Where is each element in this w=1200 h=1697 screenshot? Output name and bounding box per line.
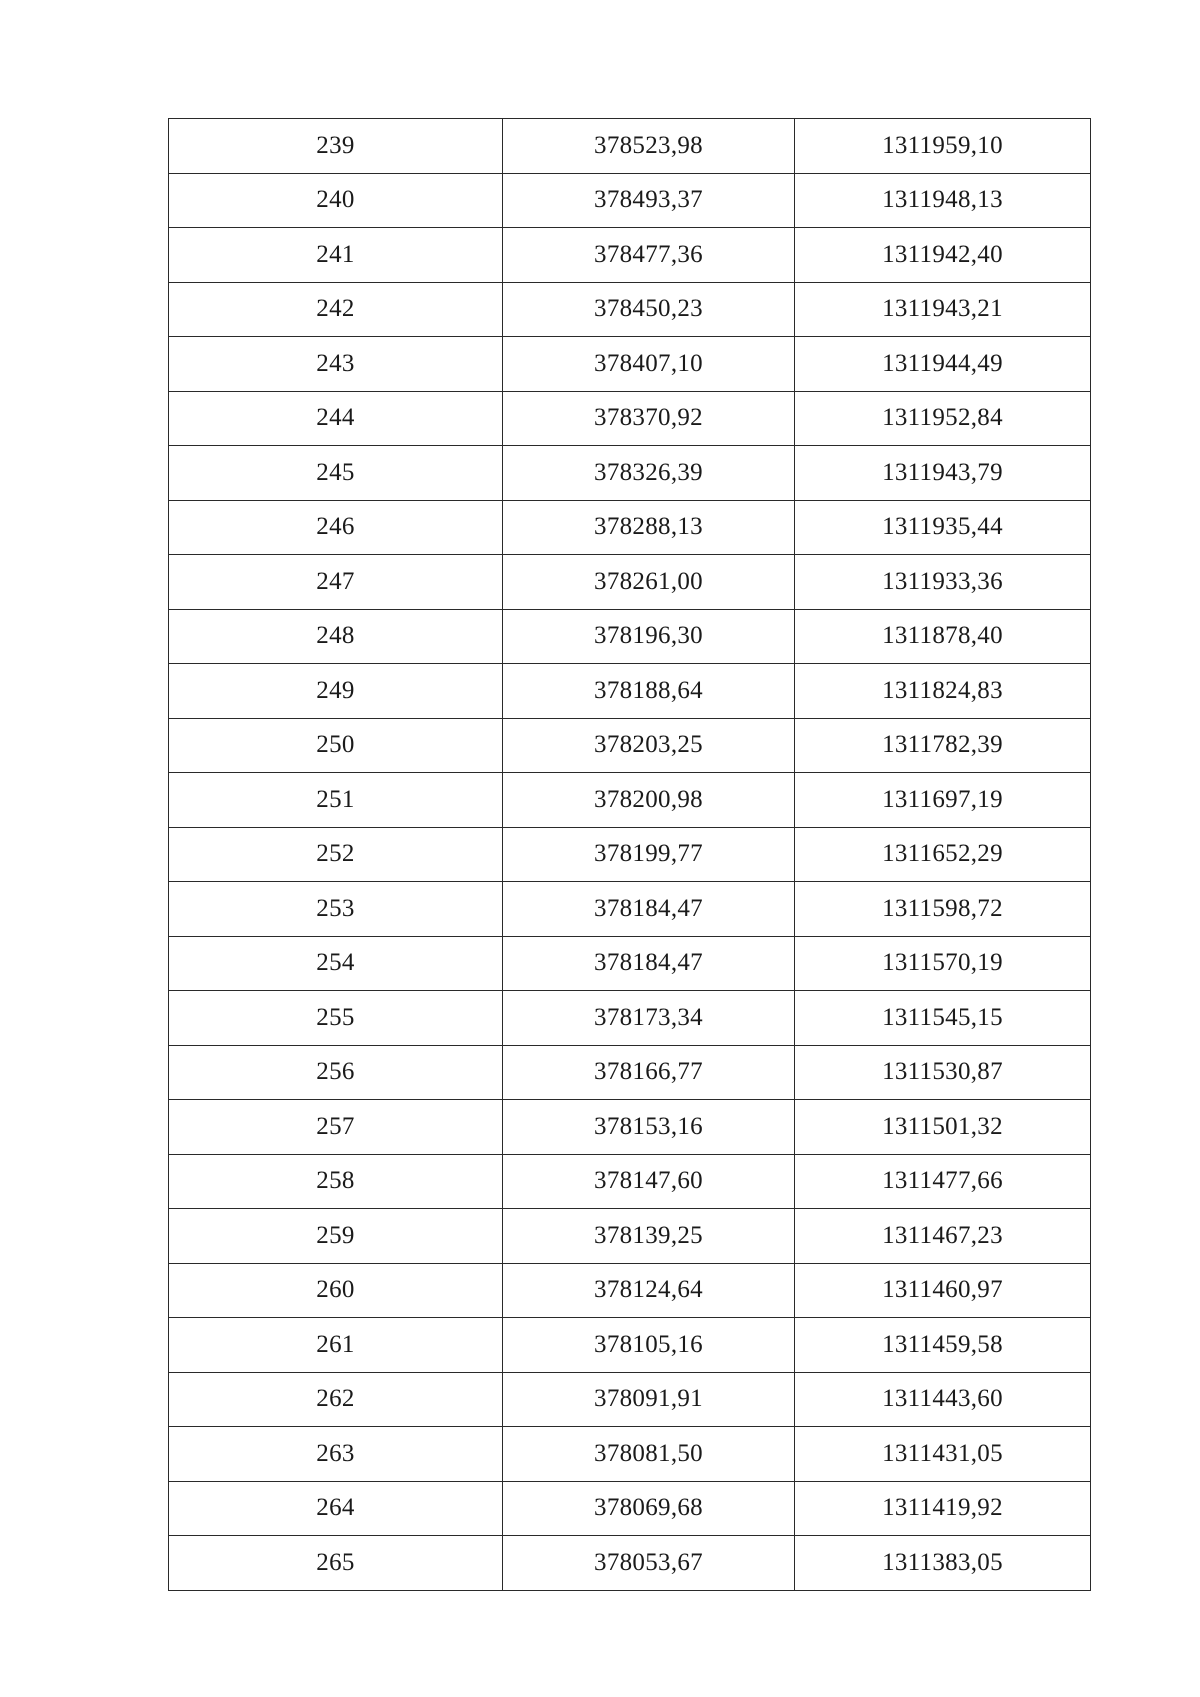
y-coordinate-cell: 1311933,36 (795, 555, 1091, 610)
y-coordinate-cell: 1311935,44 (795, 500, 1091, 555)
y-coordinate-cell: 1311942,40 (795, 228, 1091, 283)
point-number-cell: 245 (169, 446, 503, 501)
table-row (169, 882, 1091, 937)
x-coordinate-cell: 378477,36 (503, 228, 795, 283)
document-page (168, 118, 1090, 1591)
table-row (169, 1536, 1091, 1591)
table-row (169, 391, 1091, 446)
x-coordinate-cell: 378184,47 (503, 936, 795, 991)
y-coordinate-cell: 1311948,13 (795, 173, 1091, 228)
point-number-cell: 264 (169, 1481, 503, 1536)
x-coordinate-cell: 378261,00 (503, 555, 795, 610)
point-number-cell: 244 (169, 391, 503, 446)
y-coordinate-cell: 1311477,66 (795, 1154, 1091, 1209)
y-coordinate-cell: 1311943,21 (795, 282, 1091, 337)
y-coordinate-cell: 1311570,19 (795, 936, 1091, 991)
x-coordinate-cell: 378173,34 (503, 991, 795, 1046)
table-row (169, 555, 1091, 610)
x-coordinate-cell: 378203,25 (503, 718, 795, 773)
y-coordinate-cell: 1311467,23 (795, 1209, 1091, 1264)
table-row (169, 1481, 1091, 1536)
table-row (169, 827, 1091, 882)
x-coordinate-cell: 378105,16 (503, 1318, 795, 1373)
table-row (169, 991, 1091, 1046)
y-coordinate-cell: 1311419,92 (795, 1481, 1091, 1536)
y-coordinate-cell: 1311459,58 (795, 1318, 1091, 1373)
x-coordinate-cell: 378370,92 (503, 391, 795, 446)
y-coordinate-cell: 1311824,83 (795, 664, 1091, 719)
y-coordinate-cell: 1311652,29 (795, 827, 1091, 882)
x-coordinate-cell: 378069,68 (503, 1481, 795, 1536)
point-number-cell: 250 (169, 718, 503, 773)
point-number-cell: 258 (169, 1154, 503, 1209)
x-coordinate-cell: 378493,37 (503, 173, 795, 228)
x-coordinate-cell: 378166,77 (503, 1045, 795, 1100)
table-row (169, 1209, 1091, 1264)
table-row (169, 119, 1091, 174)
point-number-cell: 255 (169, 991, 503, 1046)
table-row (169, 1372, 1091, 1427)
table-row (169, 446, 1091, 501)
point-number-cell: 260 (169, 1263, 503, 1318)
y-coordinate-cell: 1311545,15 (795, 991, 1091, 1046)
point-number-cell: 242 (169, 282, 503, 337)
point-number-cell: 259 (169, 1209, 503, 1264)
point-number-cell: 257 (169, 1100, 503, 1155)
x-coordinate-cell: 378147,60 (503, 1154, 795, 1209)
y-coordinate-cell: 1311952,84 (795, 391, 1091, 446)
point-number-cell: 247 (169, 555, 503, 610)
coordinates-table (168, 118, 1091, 1591)
x-coordinate-cell: 378200,98 (503, 773, 795, 828)
table-row (169, 1154, 1091, 1209)
y-coordinate-cell: 1311501,32 (795, 1100, 1091, 1155)
x-coordinate-cell: 378184,47 (503, 882, 795, 937)
table-row (169, 337, 1091, 392)
x-coordinate-cell: 378326,39 (503, 446, 795, 501)
point-number-cell: 239 (169, 119, 503, 174)
y-coordinate-cell: 1311782,39 (795, 718, 1091, 773)
point-number-cell: 243 (169, 337, 503, 392)
table-row (169, 936, 1091, 991)
x-coordinate-cell: 378053,67 (503, 1536, 795, 1591)
x-coordinate-cell: 378450,23 (503, 282, 795, 337)
y-coordinate-cell: 1311878,40 (795, 609, 1091, 664)
x-coordinate-cell: 378407,10 (503, 337, 795, 392)
y-coordinate-cell: 1311959,10 (795, 119, 1091, 174)
point-number-cell: 265 (169, 1536, 503, 1591)
table-row (169, 1318, 1091, 1373)
point-number-cell: 262 (169, 1372, 503, 1427)
table-row (169, 773, 1091, 828)
point-number-cell: 256 (169, 1045, 503, 1100)
table-row (169, 173, 1091, 228)
y-coordinate-cell: 1311944,49 (795, 337, 1091, 392)
y-coordinate-cell: 1311431,05 (795, 1427, 1091, 1482)
x-coordinate-cell: 378081,50 (503, 1427, 795, 1482)
table-row (169, 228, 1091, 283)
x-coordinate-cell: 378199,77 (503, 827, 795, 882)
point-number-cell: 240 (169, 173, 503, 228)
point-number-cell: 241 (169, 228, 503, 283)
table-row (169, 1427, 1091, 1482)
y-coordinate-cell: 1311943,79 (795, 446, 1091, 501)
point-number-cell: 253 (169, 882, 503, 937)
table-row (169, 1045, 1091, 1100)
y-coordinate-cell: 1311443,60 (795, 1372, 1091, 1427)
table-row (169, 282, 1091, 337)
x-coordinate-cell: 378288,13 (503, 500, 795, 555)
x-coordinate-cell: 378523,98 (503, 119, 795, 174)
point-number-cell: 249 (169, 664, 503, 719)
table-row (169, 500, 1091, 555)
coordinates-table-body (169, 119, 1091, 1591)
point-number-cell: 263 (169, 1427, 503, 1482)
point-number-cell: 254 (169, 936, 503, 991)
table-row (169, 1263, 1091, 1318)
point-number-cell: 252 (169, 827, 503, 882)
y-coordinate-cell: 1311697,19 (795, 773, 1091, 828)
x-coordinate-cell: 378196,30 (503, 609, 795, 664)
point-number-cell: 248 (169, 609, 503, 664)
y-coordinate-cell: 1311598,72 (795, 882, 1091, 937)
x-coordinate-cell: 378153,16 (503, 1100, 795, 1155)
x-coordinate-cell: 378091,91 (503, 1372, 795, 1427)
point-number-cell: 251 (169, 773, 503, 828)
x-coordinate-cell: 378124,64 (503, 1263, 795, 1318)
y-coordinate-cell: 1311460,97 (795, 1263, 1091, 1318)
x-coordinate-cell: 378139,25 (503, 1209, 795, 1264)
table-row (169, 664, 1091, 719)
point-number-cell: 246 (169, 500, 503, 555)
y-coordinate-cell: 1311530,87 (795, 1045, 1091, 1100)
table-row (169, 1100, 1091, 1155)
table-row (169, 718, 1091, 773)
y-coordinate-cell: 1311383,05 (795, 1536, 1091, 1591)
table-row (169, 609, 1091, 664)
x-coordinate-cell: 378188,64 (503, 664, 795, 719)
point-number-cell: 261 (169, 1318, 503, 1373)
